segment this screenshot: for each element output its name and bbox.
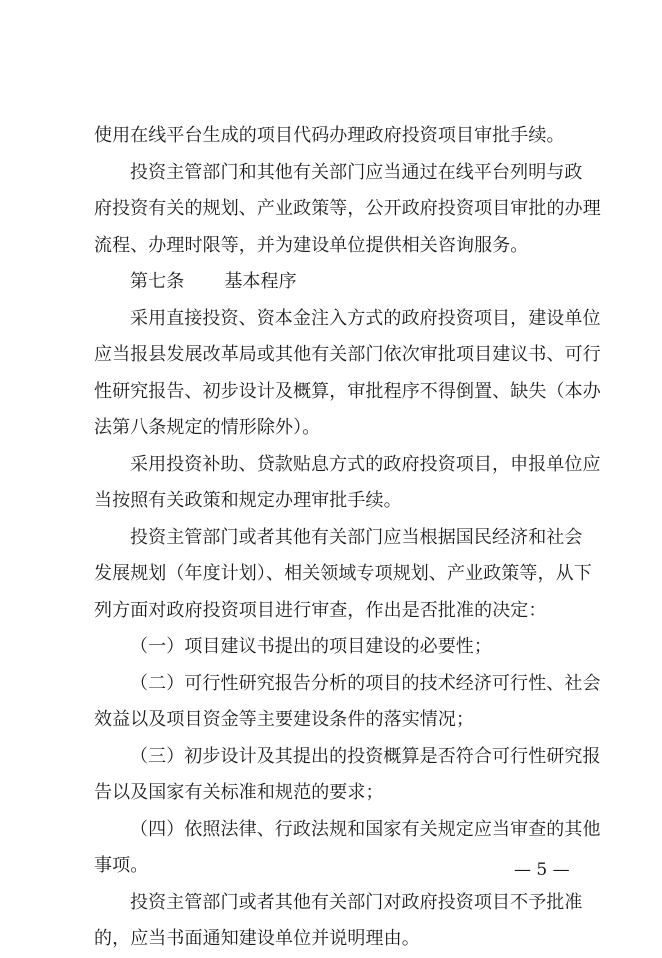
article-title: 基本程序 — [224, 271, 297, 292]
text-line: 事项。 — [94, 855, 149, 876]
paragraph-start-line: 采用直接投资、资本金注入方式的政府投资项目，建设单位 — [130, 307, 601, 329]
paragraph-start-line: 投资主管部门或者其他有关部门对政府投资项目不予批准 — [130, 891, 583, 913]
paragraph-start-line: 投资主管部门和其他有关部门应当通过在线平台列明与政 — [130, 161, 583, 183]
text-line: 当按照有关政策和规定办理审批手续。 — [94, 490, 402, 511]
text-line: 告以及国家有关标准和规范的要求； — [94, 782, 384, 803]
text-line: 使用在线平台生成的项目代码办理政府投资项目审批手续。 — [94, 125, 565, 146]
text-line: 府投资有关的规划、产业政策等，公开政府投资项目审批的办理 — [94, 198, 601, 219]
list-item-line: （四）依照法律、行政法规和国家有关规定应当审查的其他 — [130, 818, 601, 840]
text-line: 流程、办理时限等，并为建设单位提供相关咨询服务。 — [94, 234, 529, 256]
article-heading — [94, 264, 584, 301]
text-line: 列方面对政府投资项目进行审查，作出是否批准的决定： — [94, 599, 547, 621]
paragraph-start-line: 投资主管部门或者其他有关部门应当根据国民经济和社会 — [130, 526, 583, 548]
text-line: 应当报县发展改革局或其他有关部门依次审批项目建议书、可行 — [94, 344, 601, 365]
list-item-line: （一）项目建议书提出的项目建设的必要性； — [130, 636, 492, 657]
text-line: 的，应当书面通知建设单位并说明理由。 — [94, 928, 420, 949]
list-item-line: （三）初步设计及其提出的投资概算是否符合可行性研究报 — [130, 745, 601, 767]
article-number: 第七条 — [130, 271, 185, 292]
list-item-line: （二）可行性研究报告分析的项目的技术经济可行性、社会 — [130, 672, 601, 694]
text-line: 发展规划（年度计划）、相关领域专项规划、产业政策等，从下 — [94, 563, 592, 584]
text-line: 性研究报告、初步设计及概算，审批程序不得倒置、缺失（本办 — [94, 380, 601, 402]
paragraph-start-line: 采用投资补助、贷款贴息方式的政府投资项目，申报单位应 — [130, 453, 601, 475]
page-number: — 5 — — [514, 860, 570, 880]
document-body — [94, 118, 601, 958]
text-line: 法第八条规定的情形除外）。 — [94, 417, 321, 438]
text-line: 效益以及项目资金等主要建设条件的落实情况； — [94, 709, 475, 730]
